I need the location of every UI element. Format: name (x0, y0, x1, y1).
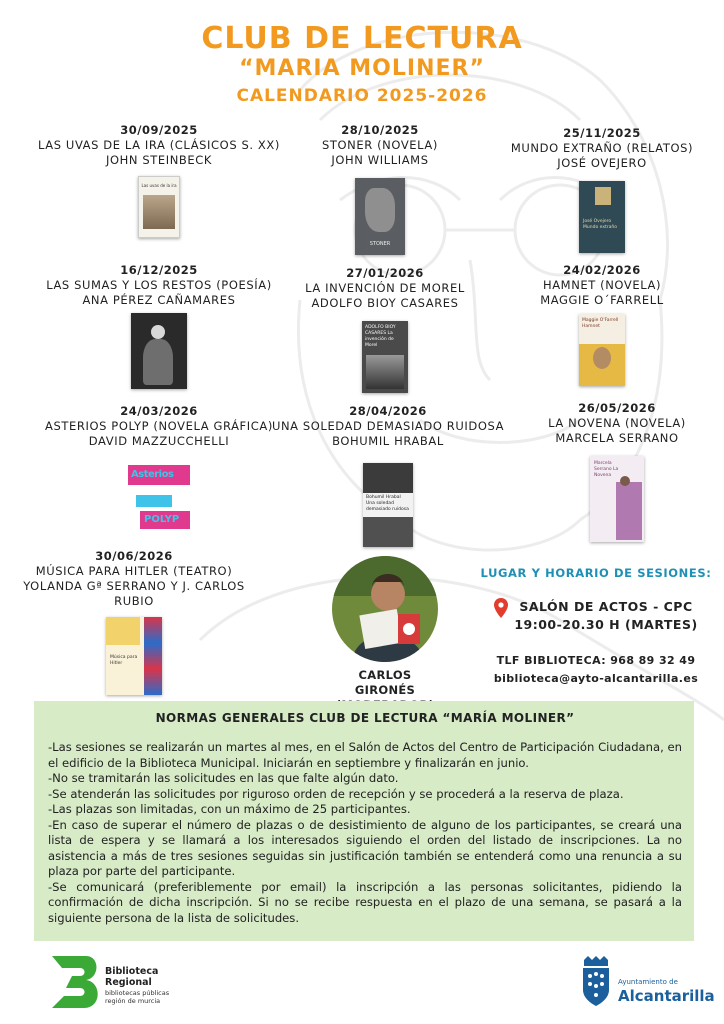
norm-item: -Se atenderán las solicitudes por riguroso orden de recepción y se procederá a la reserva de plaza. (48, 786, 624, 801)
book-author: YOLANDA Gª SERRANO Y J. CARLOS RUBIO (23, 579, 245, 608)
book-date: 24/02/2026 (563, 263, 641, 277)
book-date: 30/09/2025 (120, 123, 198, 137)
norm-item: -En caso de superar el número de plazas o de desistimiento de alguno de los participantes, se creará una lista de espera y se llamará a los interesados siguiendo el orden del listado de inscripciones. La no asistencia a más de tres sesiones seguidas sin justificación también se entenderá como una renuncia a su plaza por parte del participante. (48, 817, 682, 878)
book-date: 25/11/2025 (563, 126, 641, 140)
book-author: MARCELA SERRANO (555, 431, 679, 445)
biblioteca-regional-logo (50, 952, 180, 1012)
book-cover (579, 314, 625, 386)
logo-right-small: Ayuntamiento de (618, 978, 678, 986)
book-date: 24/03/2026 (120, 404, 198, 418)
book-title: LA NOVENA (NOVELA) (548, 416, 686, 430)
book-entry (28, 123, 290, 238)
logo-left-line1: Biblioteca (105, 966, 159, 977)
ayuntamiento-logo (580, 956, 715, 1012)
book-title: UNA SOLEDAD DEMASIADO RUIDOSA (271, 419, 505, 433)
book-author: ADOLFO BIOY CASARES (311, 296, 459, 310)
book-author: JOHN WILLIAMS (331, 153, 429, 167)
book-title: STONER (NOVELA) (322, 138, 438, 152)
book-title: LAS SUMAS Y LOS RESTOS (POESÍA) (46, 278, 272, 292)
page-title: CLUB DE LECTURA (201, 21, 523, 56)
cover-title: Las uvas de la ira (141, 183, 177, 188)
book-cover (138, 176, 180, 238)
book-title: HAMNET (NOVELA) (542, 278, 662, 292)
book-author: BOHUMIL HRABAL (332, 434, 444, 448)
moderator-photo (332, 556, 438, 662)
book-date: 30/06/2026 (95, 549, 173, 563)
book-cover (579, 181, 625, 253)
norms-box (34, 701, 694, 941)
book-cover (362, 321, 408, 393)
cover-title: José Ovejero Mundo extraño (583, 219, 617, 230)
book-cover: Asterios POLYP (126, 459, 192, 533)
biblioteca-regional-mark-icon (50, 952, 102, 1012)
norm-item: -Las sesiones se realizarán un martes al mes, en el Salón de Actos del Centro de Participación Ciudadana, en el edificio de la Biblioteca Municipal. Iniciarán en septiembre y finalizarán en junio. (48, 740, 682, 770)
book-entry (300, 123, 460, 255)
logo-right-big: Alcantarilla (618, 987, 715, 1005)
book-date: 28/04/2026 (349, 404, 427, 418)
location-pin-icon (494, 598, 508, 618)
book-author: ANA PÉREZ CAÑAMARES (82, 293, 236, 307)
norm-item: -Se comunicará (preferiblemente por email) la inscripción a las personas solicitantes, pidiendo la confirmación de dicha inscripción. Si no se recibe respuesta en el plazo de una semana, se pasará a la siguiente persona de la lista de solicitudes. (48, 879, 682, 925)
book-cover (131, 313, 187, 389)
cover-title: Música para Hitler (110, 655, 138, 666)
book-entry (265, 404, 511, 547)
sessions-place: SALÓN DE ACTOS - CPC (519, 599, 693, 614)
norms-title: NORMAS GENERALES CLUB DE LECTURA “MARÍA MOLINER” (155, 711, 575, 725)
book-title: LAS UVAS DE LA IRA (CLÁSICOS S. XX) (38, 138, 280, 152)
moderator-name: CARLOS GIRONÉS (354, 668, 416, 697)
book-entry (14, 404, 304, 533)
book-author: JOSÉ OVEJERO (557, 156, 647, 170)
calendar-heading: CALENDARIO 2025-2026 (236, 86, 488, 106)
book-author: DAVID MAZZUCCHELLI (88, 434, 230, 448)
book-title: LA INVENCIÓN DE MOREL (305, 281, 465, 295)
book-cover (363, 463, 413, 547)
book-date: 28/10/2025 (341, 123, 419, 137)
book-author: JOHN STEINBECK (105, 153, 213, 167)
cover-title: STONER (369, 241, 391, 247)
book-title: ASTERIOS POLYP (NOVELA GRÁFICA) (45, 419, 273, 433)
book-entry (490, 126, 714, 253)
book-title: MÚSICA PARA HITLER (TEATRO) (35, 564, 233, 578)
book-cover (590, 456, 644, 542)
logo-left-line2: Regional (105, 977, 152, 988)
coat-of-arms-icon (580, 956, 612, 1006)
cover-title: ADOLFO BIOY CASARES La invención de Morel (365, 325, 396, 348)
sessions-info (476, 566, 716, 688)
book-entry (295, 266, 475, 393)
book-author: MAGGIE O´FARRELL (540, 293, 664, 307)
book-date: 26/05/2026 (578, 401, 656, 415)
page-subtitle: “MARIA MOLINER” (239, 56, 485, 81)
moderator (330, 556, 440, 713)
library-phone: TLF BIBLIOTECA: 968 89 32 49 (496, 654, 696, 667)
book-cover (355, 178, 405, 255)
cover-title: Maggie O'Farrell Hamnet (582, 318, 619, 329)
logo-left-small: bibliotecas públicas región de murcia (105, 989, 170, 1005)
library-email[interactable]: biblioteca@ayto-alcantarilla.es (493, 672, 699, 685)
book-entry (14, 549, 254, 695)
header (0, 22, 724, 108)
cover-title: Bohumil Hrabal Una soledad demasiado ruidosa (366, 495, 409, 512)
book-entry (520, 401, 714, 542)
sessions-time: 19:00-20.30 H (MARTES) (514, 617, 698, 632)
book-date: 16/12/2025 (120, 263, 198, 277)
book-title: MUNDO EXTRAÑO (RELATOS) (510, 141, 694, 155)
norms-list (48, 740, 682, 926)
norm-item: -Las plazas son limitadas, con un máximo de 25 participantes. (48, 802, 411, 816)
book-entry (28, 263, 290, 389)
cover-title: Marcela Serrano La Novena (594, 461, 619, 478)
norm-item: -No se tramitarán las solicitudes en las que falte algún dato. (48, 771, 399, 785)
sessions-heading: LUGAR Y HORARIO DE SESIONES: (480, 566, 712, 580)
book-cover (106, 617, 162, 695)
book-date: 27/01/2026 (346, 266, 424, 280)
book-entry (490, 263, 714, 386)
